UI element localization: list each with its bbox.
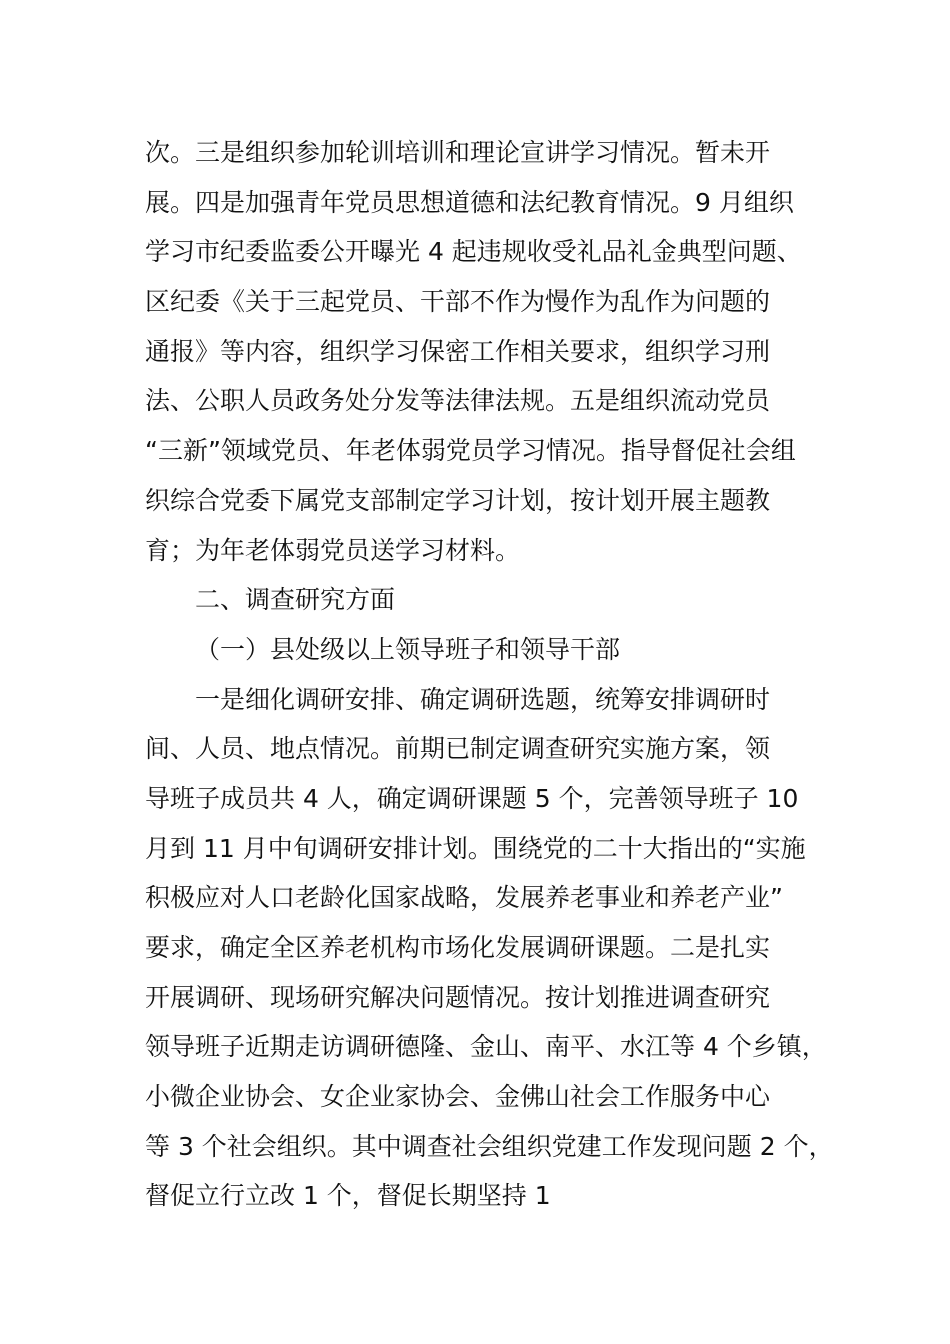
paragraph-line: “三新”领域党员、年老体弱党员学习情况。指导督促社会组 xyxy=(145,436,796,466)
paragraph-line: 开展调研、现场研究解决问题情况。按计划推进调查研究 xyxy=(145,982,771,1012)
paragraph-line: 等 3 个社会组织。其中调查社会组织党建工作发现问题 2 个， xyxy=(145,1131,834,1161)
paragraph-line: 区纪委《关于三起党员、干部不作为慢作为乱作为问题的 xyxy=(145,287,771,317)
paragraph-line: 一是细化调研安排、确定调研选题，统筹安排调研时 xyxy=(195,684,771,714)
document-body xyxy=(145,128,835,1221)
subsection-heading: （一）县处级以上领导班子和领导干部 xyxy=(195,634,621,664)
section-heading: 二、调查研究方面 xyxy=(195,585,396,615)
paragraph-line: 展。四是加强青年党员思想道德和法纪教育情况。9 月组织 xyxy=(145,187,794,217)
paragraph-line: 小微企业协会、女企业家协会、金佛山社会工作服务中心 xyxy=(145,1082,771,1112)
paragraph-line: 通报》等内容，组织学习保密工作相关要求，组织学习刑 xyxy=(145,336,771,366)
paragraph-line: 要求，确定全区养老机构市场化发展调研课题。二是扎实 xyxy=(145,933,771,962)
paragraph-line: 积极应对人口老龄化国家战略，发展养老事业和养老产业” xyxy=(145,883,783,913)
paragraph-line: 间、人员、地点情况。前期已制定调查研究实施方案，领 xyxy=(145,734,771,764)
paragraph-line: 督促立行立改 1 个，督促长期坚持 1 xyxy=(145,1181,551,1211)
paragraph-line: 导班子成员共 4 人，确定调研课题 5 个，完善领导班子 10 xyxy=(145,783,799,813)
paragraph-line: 月到 11 月中旬调研安排计划。围绕党的二十大指出的“实施 xyxy=(145,833,806,863)
paragraph-line: 学习市纪委监委公开曝光 4 起违规收受礼品礼金典型问题、 xyxy=(145,237,802,267)
paragraph-line: 织综合党委下属党支部制定学习计划，按计划开展主题教 xyxy=(145,485,771,515)
paragraph-line: 育；为年老体弱党员送学习材料。 xyxy=(145,535,521,565)
paragraph-line: 法、公职人员政务处分发等法律法规。五是组织流动党员 xyxy=(145,386,771,416)
paragraph-line: 次。三是组织参加轮训培训和理论宣讲学习情况。暂未开 xyxy=(145,138,771,167)
paragraph-line: 领导班子近期走访调研德隆、金山、南平、水江等 4 个乡镇， xyxy=(145,1032,827,1062)
